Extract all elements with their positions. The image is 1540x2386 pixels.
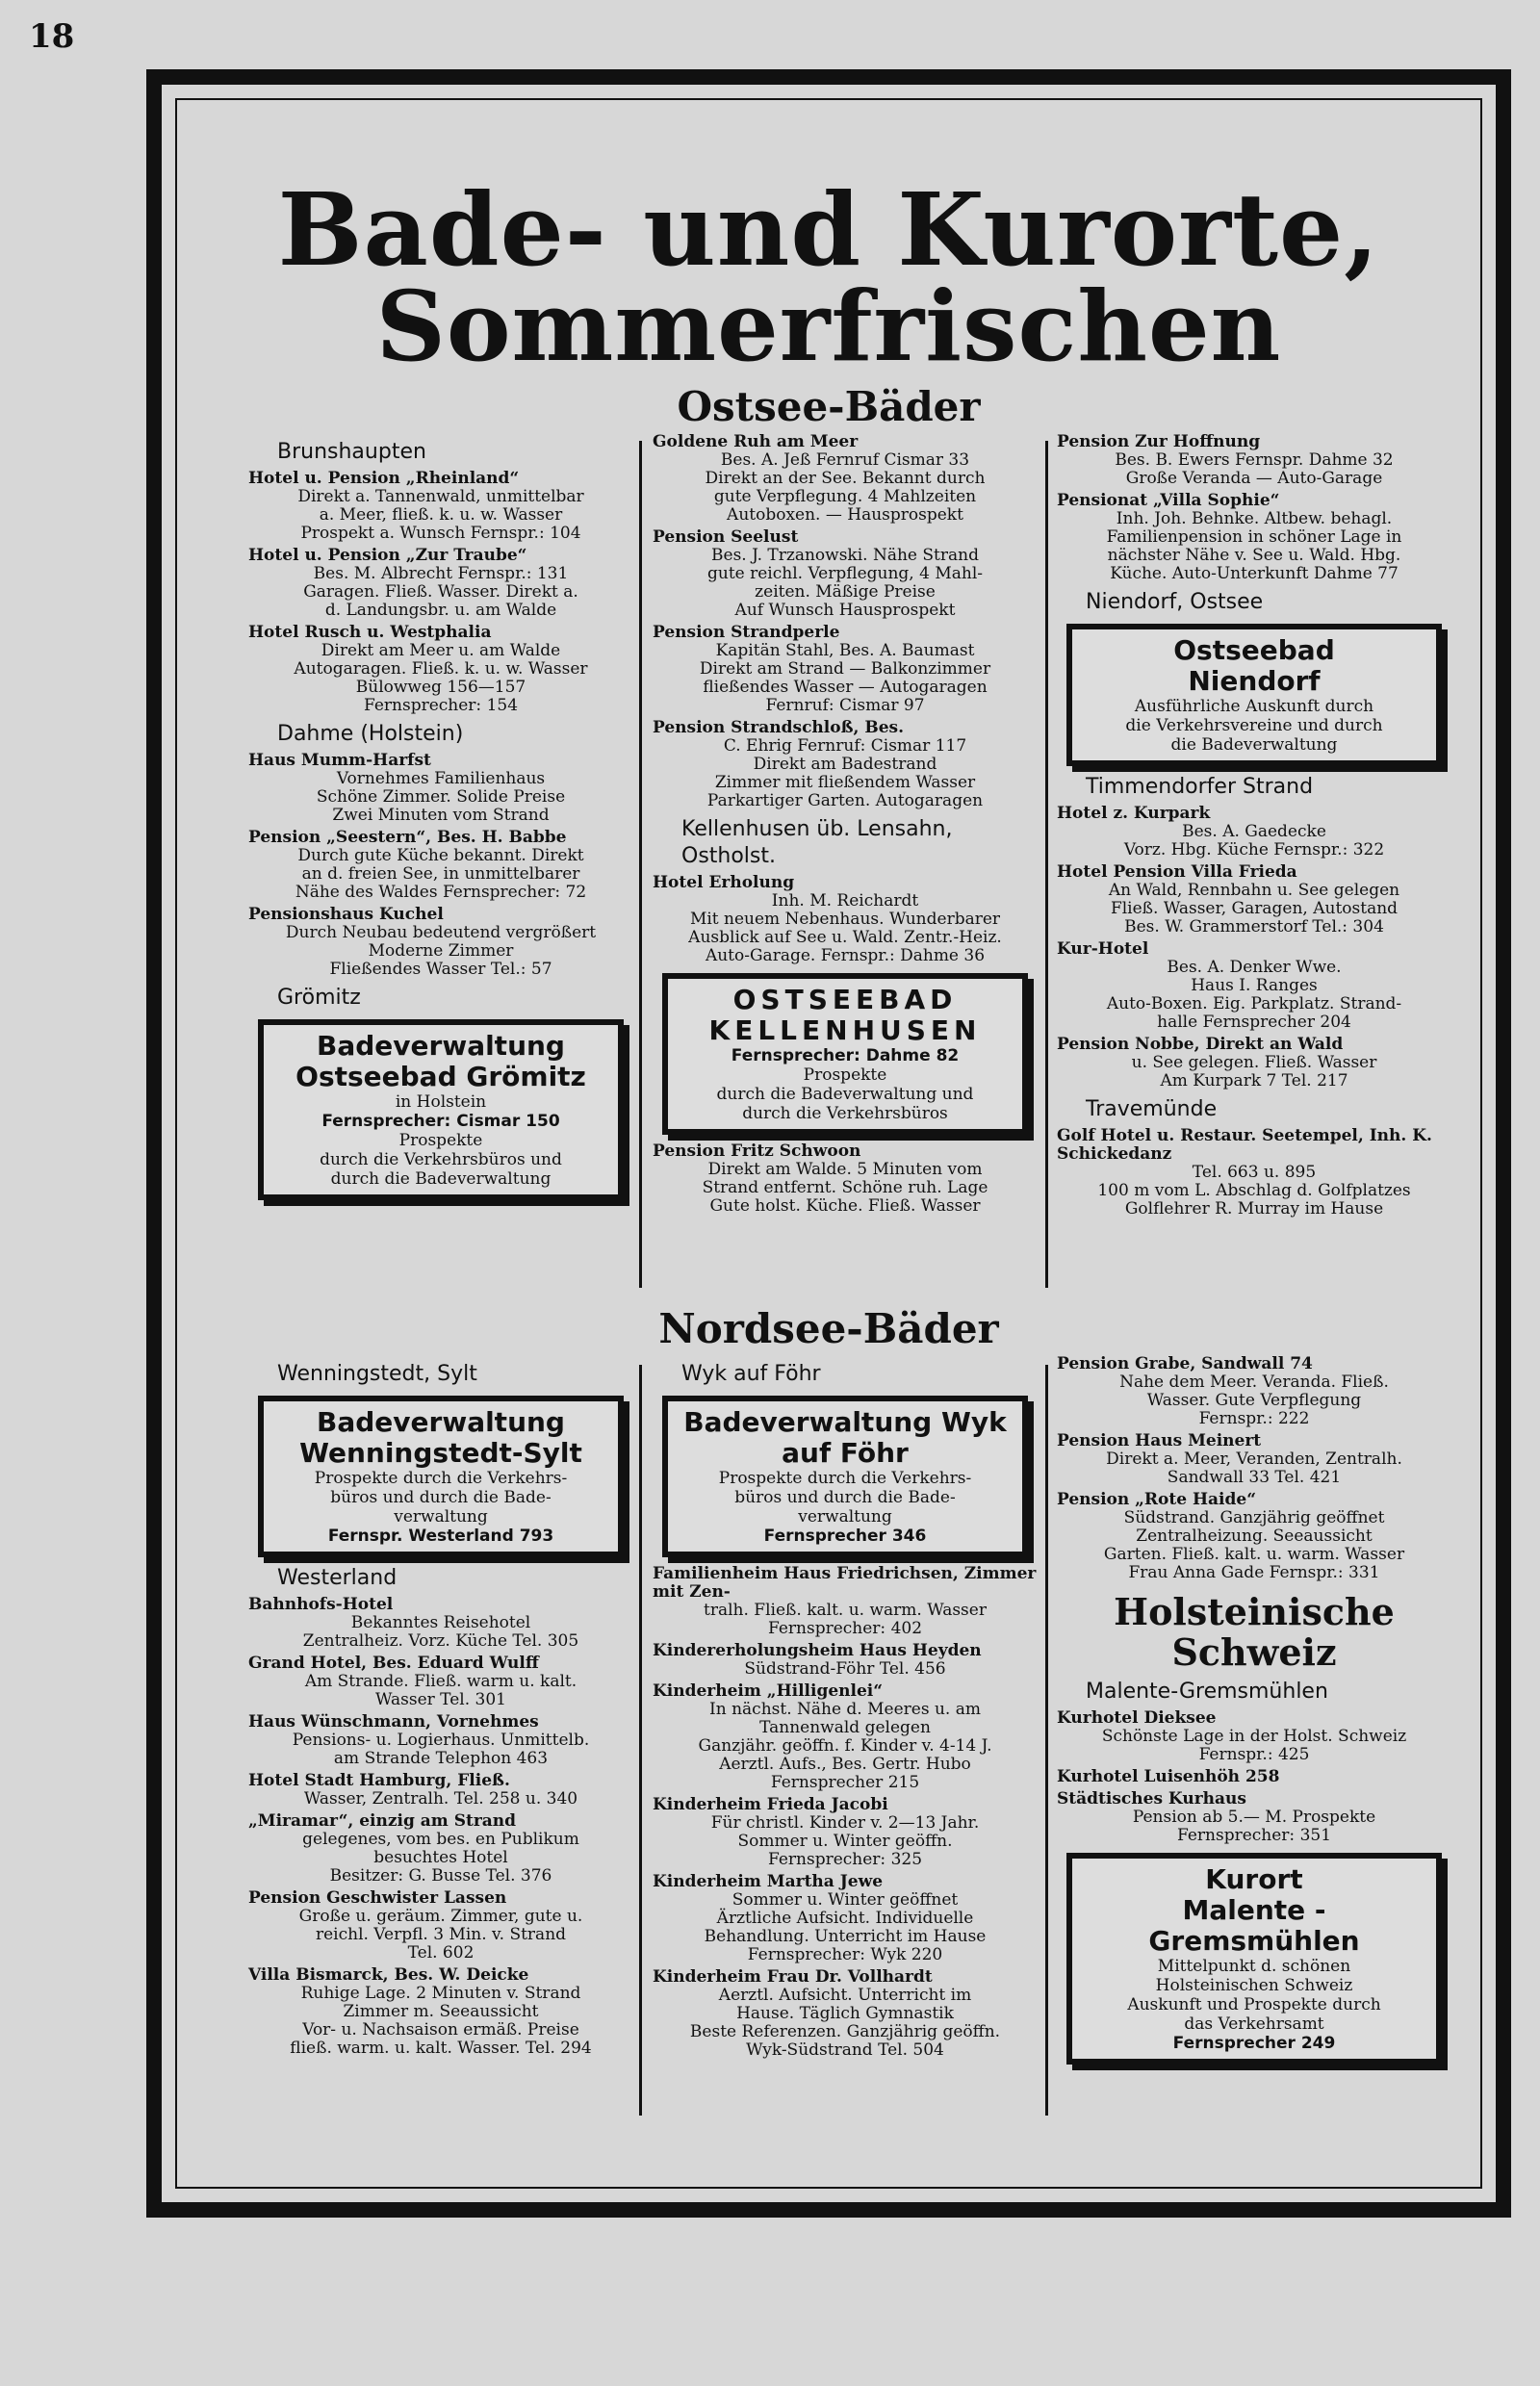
listing-entry <box>248 624 633 715</box>
listing-entry <box>248 829 633 902</box>
advert-line: Niendorf <box>1188 665 1321 697</box>
listing-name: Hotel Pension Villa Frieda <box>1057 862 1297 882</box>
listing-name: Pension Haus Meinert <box>1057 1431 1262 1450</box>
advert-line: Ausführliche Auskunft durch <box>1134 697 1374 716</box>
title-line-1: Bade- und Kurorte, <box>277 170 1380 289</box>
listing-line: Zimmer mit fließendem Wasser <box>714 773 976 792</box>
column-divider <box>639 1365 642 2116</box>
column-divider <box>1045 1365 1048 2116</box>
listing-line: Fernsprecher: 402 <box>767 1619 923 1638</box>
place-heading: Brunshaupten <box>277 440 426 464</box>
listing-name: Pension Geschwister Lassen <box>248 1888 507 1908</box>
listing-line: Hause. Täglich Gymnastik <box>736 2004 954 2023</box>
advert-line: Prospekte durch die Verkehrs- <box>314 1469 568 1488</box>
listing-line: nächster Nähe v. See u. Wald. Hbg. <box>1107 546 1401 565</box>
listing-line: Bekanntes Reisehotel <box>350 1613 531 1632</box>
page-number: 18 <box>29 17 75 56</box>
listing-name: Haus Wünschmann, Vornehmes <box>248 1712 539 1732</box>
listing-line: Direkt am Badestrand <box>753 755 937 774</box>
listing-line: Beste Referenzen. Ganzjährig geöffn. <box>689 2022 1001 2041</box>
listing-line: Auto-Garage. Fernspr.: Dahme 36 <box>705 946 986 965</box>
advert-line: Kurort <box>1205 1863 1303 1895</box>
listing-line: Inh. Joh. Behnke. Altbew. behagl. <box>1116 509 1393 528</box>
listing-line: 100 m vom L. Abschlag d. Golfplatzes <box>1097 1181 1411 1200</box>
listing-entry <box>248 1596 633 1651</box>
listing-name: Villa Bismarck, Bes. W. Deicke <box>248 1965 529 1985</box>
listing-line: Bes. A. Denker Wwe. <box>1167 958 1342 977</box>
listing-line: Sommer u. Winter geöffn. <box>737 1832 953 1851</box>
listing-line: Direkt a. Meer, Veranden, Zentralh. <box>1106 1450 1402 1469</box>
listing-name: Pension Strandperle <box>653 623 840 642</box>
listing-line: Direkt an der See. Bekannt durch <box>705 469 986 488</box>
listing-name: Kur-Hotel <box>1057 939 1149 959</box>
listing-name: Familienheim Haus Friedrichsen, Zimmer mit Zen- <box>653 1564 1037 1602</box>
listing-entry <box>653 874 1038 965</box>
listing-line: Zwei Minuten vom Strand <box>332 806 550 825</box>
listing-line: Vornehmes Familienhaus <box>336 769 546 788</box>
listing-line: Bes. B. Ewers Fernspr. Dahme 32 <box>1115 450 1394 470</box>
advert-line: Mittelpunkt d. schönen <box>1157 1957 1351 1976</box>
listing-line: Fernspr.: 425 <box>1198 1745 1310 1764</box>
listing-line: besuchtes Hotel <box>373 1848 508 1867</box>
listing-entry <box>1057 433 1451 488</box>
listing-line: tralh. Fließ. kalt. u. warm. Wasser <box>704 1601 987 1620</box>
listing-entry <box>653 433 1038 525</box>
listing-line: Frau Anna Gade Fernspr.: 331 <box>1128 1563 1380 1582</box>
listing-line: Ganzjähr. geöffn. f. Kinder v. 4-14 J. <box>698 1736 992 1756</box>
listing-entry <box>653 719 1038 810</box>
listing-entry <box>1057 1036 1451 1090</box>
listing-line: Am Strande. Fließ. warm u. kalt. <box>304 1672 578 1691</box>
listing-line: Moderne Zimmer <box>368 941 514 961</box>
listing-entry <box>248 470 633 543</box>
listing-entry <box>653 1565 1038 1638</box>
listing-line: Garagen. Fließ. Wasser. Direkt a. <box>303 582 578 602</box>
advert-line: Malente - Gremsmühlen <box>1148 1894 1360 1957</box>
advert-line: Badeverwaltung Wyk <box>683 1406 1007 1438</box>
listing-line: Bes. J. Trzanowski. Nähe Strand <box>711 546 979 565</box>
listing-line: Kapitän Stahl, Bes. A. Baumast <box>715 641 975 660</box>
listing-name: Hotel u. Pension „Zur Traube“ <box>248 546 527 565</box>
advert-line: Fernsprecher 346 <box>763 1527 927 1546</box>
listing-name: Goldene Ruh am Meer <box>653 432 859 451</box>
listing-line: Wasser, Zentralh. Tel. 258 u. 340 <box>303 1789 578 1809</box>
place-heading: Wenningstedt, Sylt <box>277 1362 477 1386</box>
listing-line: Küche. Auto-Unterkunft Dahme 77 <box>1110 564 1399 583</box>
listing-line: Pensions- u. Logierhaus. Unmittelb. <box>292 1731 590 1750</box>
listing-line: Aerztl. Aufsicht. Unterricht im <box>718 1986 972 2005</box>
listing-entry <box>1057 1768 1451 1786</box>
listing-name: Hotel Erholung <box>653 873 795 892</box>
listing-line: Direkt am Strand — Balkonzimmer <box>699 659 991 679</box>
listing-line: Durch Neubau bedeutend vergrößert <box>285 923 597 942</box>
listing-entry <box>1057 805 1451 859</box>
listing-name: Pension Fritz Schwoon <box>653 1142 861 1161</box>
advert-line: Wenningstedt-Sylt <box>299 1437 582 1469</box>
listing-line: Wasser Tel. 301 <box>375 1690 506 1709</box>
listing-name: Kinderheim „Hilligenlei“ <box>653 1681 884 1701</box>
place-heading: Niendorf, Ostsee <box>1086 590 1264 614</box>
listing-name: Kurhotel Luisenhöh 258 <box>1057 1767 1280 1786</box>
place-heading: Timmendorfer Strand <box>1086 775 1314 799</box>
listing-line: halle Fernsprecher 204 <box>1157 1013 1351 1032</box>
advert-line: büros und durch die Bade- <box>330 1488 552 1507</box>
ostsee-heading: Ostsee-Bäder <box>677 383 981 430</box>
advert-box <box>662 973 1028 1135</box>
listing-line: Südstrand. Ganzjährig geöffnet <box>1123 1508 1385 1527</box>
listing-line: gute reichl. Verpflegung, 4 Mahl- <box>706 564 983 583</box>
advert-line: in Holstein <box>395 1092 487 1112</box>
nordsee-heading: Nordsee-Bäder <box>658 1305 999 1352</box>
listing-entry <box>248 1889 633 1963</box>
listing-line: Nähe des Waldes Fernsprecher: 72 <box>295 883 587 902</box>
listing-line: Tannenwald gelegen <box>759 1718 931 1737</box>
listing-line: Fernruf: Cismar 97 <box>765 696 925 715</box>
title-line-2: Sommerfrischen <box>375 269 1282 383</box>
listing-entry <box>653 1142 1038 1216</box>
listing-line: Fließ. Wasser, Garagen, Autostand <box>1110 899 1399 918</box>
listing-line: An Wald, Rennbahn u. See gelegen <box>1108 881 1400 900</box>
listing-line: Wyk-Südstrand Tel. 504 <box>746 2040 944 2060</box>
advert-line: verwaltung <box>394 1507 488 1527</box>
listing-line: fließendes Wasser — Autogaragen <box>703 678 988 697</box>
listing-line: Inh. M. Reichardt <box>771 891 919 911</box>
listing-line: zeiten. Mäßige Preise <box>755 582 936 602</box>
advertisement-frame <box>146 69 1511 2218</box>
listing-line: Vorz. Hbg. Küche Fernspr.: 322 <box>1123 840 1385 859</box>
advert-line: Fernsprecher 249 <box>1172 2034 1336 2053</box>
advert-line: das Verkehrsamt <box>1184 2014 1324 2034</box>
advert-line: durch die Badeverwaltung <box>330 1169 552 1189</box>
listing-name: Golf Hotel u. Restaur. Seetempel, Inh. K. Schickedanz <box>1057 1126 1432 1164</box>
place-heading: Wyk auf Föhr <box>681 1362 821 1386</box>
nordsee-column-1 <box>248 1355 633 2062</box>
listing-line: Zentralheizung. Seeaussicht <box>1136 1527 1373 1546</box>
listing-line: Nahe dem Meer. Veranda. Fließ. <box>1119 1373 1389 1392</box>
advert-line: Holsteinischen Schweiz <box>1155 1976 1353 1995</box>
advert-line: Badeverwaltung <box>317 1030 565 1062</box>
listing-line: Behandlung. Unterricht im Hause <box>704 1927 987 1946</box>
listing-name: Kindererholungsheim Haus Heyden <box>653 1641 982 1660</box>
listing-line: Autoboxen. — Hausprospekt <box>727 505 963 525</box>
listing-name: Städtisches Kurhaus <box>1057 1789 1246 1809</box>
listing-entry <box>653 624 1038 715</box>
listing-line: Fernsprecher: 325 <box>767 1850 923 1869</box>
listing-line: Wasser. Gute Verpflegung <box>1146 1391 1362 1410</box>
place-heading: Kellenhusen üb. Lensahn, Ostholst. <box>681 817 953 868</box>
nordsee-column-2 <box>653 1355 1038 2064</box>
place-heading: Westerland <box>277 1566 398 1590</box>
listing-line: Direkt am Meer u. am Walde <box>321 641 561 660</box>
listing-entry <box>248 1655 633 1709</box>
listing-name: Pensionshaus Kuchel <box>248 905 444 924</box>
listing-entry <box>248 752 633 825</box>
advert-line: Ostseebad Grömitz <box>295 1061 586 1092</box>
listing-line: Haus I. Ranges <box>1191 976 1318 995</box>
listing-line: Parkartiger Garten. Autogaragen <box>706 791 984 810</box>
listing-name: Pensionat „Villa Sophie“ <box>1057 491 1280 510</box>
listing-name: Haus Mumm-Harfst <box>248 751 431 770</box>
listing-line: Familienpension in schöner Lage in <box>1106 527 1402 547</box>
listing-name: Kurhotel Dieksee <box>1057 1708 1217 1728</box>
advert-line: Fernsprecher: Dahme 82 <box>731 1046 960 1065</box>
advert-line: KELLENHUSEN <box>708 1014 982 1046</box>
nordsee-column-3 <box>1057 1355 1451 2072</box>
listing-line: In nächst. Nähe d. Meeres u. am <box>709 1700 981 1719</box>
advert-line: verwaltung <box>798 1507 892 1527</box>
place-heading: Travemünde <box>1086 1097 1218 1121</box>
listing-name: Pension Nobbe, Direkt an Wald <box>1057 1035 1344 1054</box>
listing-name: Pension Zur Hoffnung <box>1057 432 1261 451</box>
listing-line: Aerztl. Aufs., Bes. Gertr. Hubo <box>719 1755 971 1774</box>
listing-line: Am Kurpark 7 Tel. 217 <box>1160 1071 1348 1090</box>
listing-name: Hotel Stadt Hamburg, Fließ. <box>248 1771 510 1790</box>
listing-entry <box>653 1873 1038 1964</box>
listing-entry <box>248 1812 633 1886</box>
listing-line: Große Veranda — Auto-Garage <box>1125 469 1383 488</box>
listing-line: Golflehrer R. Murray im Hause <box>1124 1199 1384 1219</box>
listing-line: Südstrand-Föhr Tel. 456 <box>744 1659 946 1679</box>
advert-box <box>1066 624 1442 766</box>
listing-line: u. See gelegen. Fließ. Wasser <box>1131 1053 1377 1072</box>
listing-entry <box>653 1796 1038 1869</box>
listing-name: Hotel Rusch u. Westphalia <box>248 623 492 642</box>
listing-line: Fließendes Wasser Tel.: 57 <box>329 960 552 979</box>
advert-line: die Badeverwaltung <box>1170 735 1338 755</box>
advert-line: Prospekte <box>398 1131 483 1150</box>
listing-entry <box>248 1772 633 1809</box>
listing-line: gelegenes, vom bes. en Publikum <box>302 1830 579 1849</box>
column-divider <box>639 441 642 1288</box>
advert-line: durch die Badeverwaltung und <box>716 1085 974 1104</box>
column-divider <box>1045 441 1048 1288</box>
listing-line: C. Ehrig Fernruf: Cismar 117 <box>723 736 967 756</box>
listing-entry <box>248 906 633 979</box>
listing-name: Pension „Rote Haide“ <box>1057 1490 1256 1509</box>
advert-box <box>258 1396 624 1557</box>
listing-line: Besitzer: G. Busse Tel. 376 <box>329 1866 552 1886</box>
listing-entry <box>1057 1790 1451 1845</box>
listing-entry <box>1057 1355 1451 1428</box>
listing-name: Hotel z. Kurpark <box>1057 804 1211 823</box>
listing-line: fließ. warm. u. kalt. Wasser. Tel. 294 <box>290 2039 592 2058</box>
listing-line: Ruhige Lage. 2 Minuten v. Strand <box>300 1984 581 2003</box>
listing-entry <box>1057 492 1451 583</box>
listing-entry <box>653 1642 1038 1679</box>
advert-line: Prospekte <box>803 1065 887 1085</box>
listing-name: Pension Strandschloß, Bes. <box>653 718 905 737</box>
advert-line: OSTSEEBAD <box>732 984 958 1015</box>
listing-line: Sommer u. Winter geöffnet <box>732 1890 959 1910</box>
listing-line: an d. freien See, in unmittelbarer <box>301 864 580 884</box>
place-heading: Dahme (Holstein) <box>277 722 464 746</box>
ostsee-column-3 <box>1057 433 1451 1222</box>
listing-line: Fernsprecher: Wyk 220 <box>747 1945 943 1964</box>
listing-line: Schöne Zimmer. Solide Preise <box>316 787 566 807</box>
listing-name: Kinderheim Frau Dr. Vollhardt <box>653 1967 933 1987</box>
listing-line: Bes. A. Jeß Fernruf Cismar 33 <box>720 450 970 470</box>
listing-line: Mit neuem Nebenhaus. Wunderbarer <box>689 910 1001 929</box>
listing-name: Bahnhofs-Hotel <box>248 1595 394 1614</box>
listing-entry <box>1057 1432 1451 1487</box>
listing-entry <box>1057 1127 1451 1219</box>
listing-line: Direkt a. Tannenwald, unmittelbar <box>297 487 584 506</box>
advert-line: durch die Verkehrsbüros und <box>320 1150 562 1169</box>
listing-line: Gute holst. Küche. Fließ. Wasser <box>709 1196 981 1216</box>
listing-line: Prospekt a. Wunsch Fernspr.: 104 <box>300 524 581 543</box>
listing-line: Tel. 663 u. 895 <box>1192 1163 1317 1182</box>
listing-entry <box>1057 1491 1451 1582</box>
listing-line: reichl. Verpfl. 3 Min. v. Strand <box>315 1925 567 1944</box>
listing-entry <box>653 1682 1038 1792</box>
listing-entry <box>1057 863 1451 936</box>
listing-line: Ärztliche Aufsicht. Individuelle <box>716 1909 974 1928</box>
listing-entry <box>248 547 633 620</box>
listing-line: Durch gute Küche bekannt. Direkt <box>297 846 584 865</box>
listing-line: a. Meer, fließ. k. u. w. Wasser <box>319 505 563 525</box>
listing-entry <box>1057 940 1451 1032</box>
listing-name: Hotel u. Pension „Rheinland“ <box>248 469 520 488</box>
listing-line: Fernsprecher 215 <box>770 1773 920 1792</box>
advert-line: Auskunft und Prospekte durch <box>1127 1995 1381 2014</box>
listing-line: Zimmer m. Seeaussicht <box>343 2002 539 2021</box>
listing-line: Bülowweg 156—157 <box>355 678 526 697</box>
listing-line: Bes. M. Albrecht Fernspr.: 131 <box>313 564 569 583</box>
advert-line: büros und durch die Bade- <box>734 1488 956 1507</box>
listing-name: „Miramar“, einzig am Strand <box>248 1811 517 1831</box>
listing-entry <box>248 1966 633 2058</box>
listing-line: Vor- u. Nachsaison ermäß. Preise <box>302 2020 579 2040</box>
listing-line: Auf Wunsch Hausprospekt <box>734 601 956 620</box>
listing-line: Direkt am Walde. 5 Minuten vom <box>707 1160 983 1179</box>
listing-name: Grand Hotel, Bes. Eduard Wulff <box>248 1654 539 1673</box>
listing-line: Ausblick auf See u. Wald. Zentr.-Heiz. <box>688 928 1002 947</box>
listing-line: Auto-Boxen. Eig. Parkplatz. Strand- <box>1106 994 1402 1013</box>
advert-line: Prospekte durch die Verkehrs- <box>718 1469 972 1488</box>
listing-line: Fernsprecher: 154 <box>363 696 519 715</box>
listing-line: Strand entfernt. Schöne ruh. Lage <box>702 1178 988 1197</box>
advert-line: durch die Verkehrsbüros <box>742 1104 948 1123</box>
listing-line: Schönste Lage in der Holst. Schweiz <box>1101 1727 1407 1746</box>
listing-line: Pension ab 5.— M. Prospekte <box>1132 1808 1376 1827</box>
listing-entry <box>248 1713 633 1768</box>
listing-line: d. Landungsbr. u. am Walde <box>324 601 557 620</box>
listing-line: Bes. W. Grammerstorf Tel.: 304 <box>1124 917 1384 936</box>
listing-name: Pension Seelust <box>653 527 799 547</box>
listing-line: Zentralheiz. Vorz. Küche Tel. 305 <box>302 1631 579 1651</box>
listing-entry <box>653 528 1038 620</box>
advert-line: Fernsprecher: Cismar 150 <box>321 1112 560 1131</box>
listing-name: Pension Grabe, Sandwall 74 <box>1057 1354 1313 1373</box>
advert-line: Badeverwaltung <box>317 1406 565 1438</box>
advert-box <box>1066 1853 1442 2065</box>
listing-line: Bes. A. Gaedecke <box>1182 822 1326 841</box>
advert-box <box>662 1396 1028 1557</box>
place-heading: Malente-Gremsmühlen <box>1086 1680 1328 1704</box>
listing-line: Sandwall 33 Tel. 421 <box>1167 1468 1342 1487</box>
advert-line: auf Föhr <box>782 1437 909 1469</box>
listing-name: Kinderheim Frieda Jacobi <box>653 1795 888 1814</box>
listing-line: Autogaragen. Fließ. k. u. w. Wasser <box>294 659 588 679</box>
listing-line: Fernsprecher: 351 <box>1176 1826 1332 1845</box>
listing-line: Garten. Fließ. kalt. u. warm. Wasser <box>1103 1545 1405 1564</box>
advert-line: Fernspr. Westerland 793 <box>327 1527 554 1546</box>
listing-name: Pension „Seestern“, Bes. H. Babbe <box>248 828 567 847</box>
listing-line: Für christl. Kinder v. 2—13 Jahr. <box>710 1813 980 1833</box>
listing-name: Kinderheim Martha Jewe <box>653 1872 884 1891</box>
advert-box <box>258 1019 624 1200</box>
listing-line: am Strande Telephon 463 <box>333 1749 549 1768</box>
listing-line: Fernspr.: 222 <box>1198 1409 1310 1428</box>
ostsee-column-1 <box>248 433 633 1208</box>
advert-line: Ostseebad <box>1173 634 1335 666</box>
ostsee-column-2 <box>653 433 1038 1219</box>
listing-entry <box>653 1968 1038 2060</box>
region-heading: Holsteinische Schweiz <box>1114 1590 1395 1674</box>
listing-line: gute Verpflegung. 4 Mahlzeiten <box>713 487 977 506</box>
place-heading: Grömitz <box>277 986 361 1010</box>
listing-line: Tel. 602 <box>407 1943 475 1963</box>
listing-line: Große u. geräum. Zimmer, gute u. <box>298 1907 583 1926</box>
advert-line: die Verkehrsvereine und durch <box>1125 716 1383 735</box>
listing-entry <box>1057 1709 1451 1764</box>
